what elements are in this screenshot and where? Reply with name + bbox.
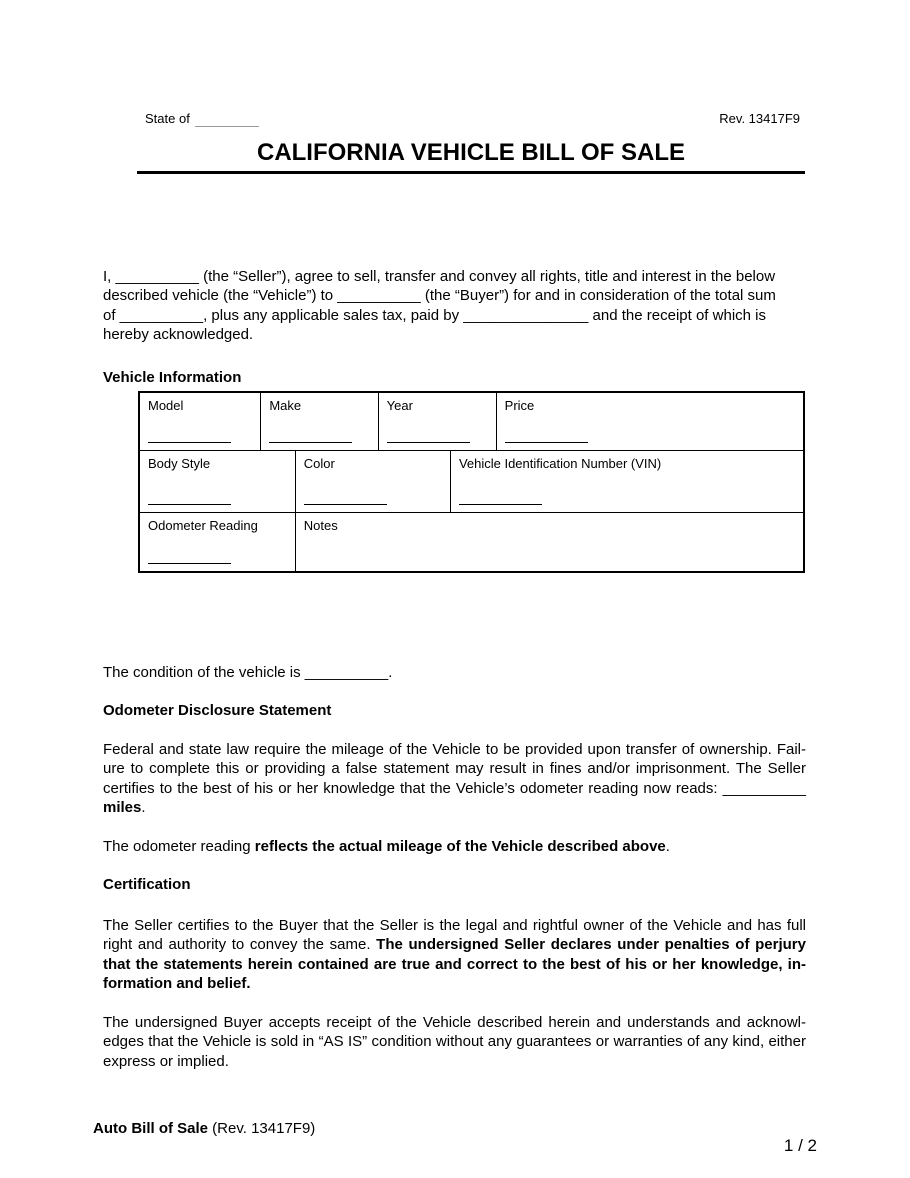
table-row-2 — [140, 451, 803, 513]
title-rule — [137, 171, 805, 174]
text-segment: reflects the actual mileage of the Vehicle described above — [254, 838, 666, 855]
text-line — [103, 974, 806, 993]
cell-blank-line — [304, 504, 387, 505]
intro-paragraph — [103, 267, 806, 344]
text-segment: The condition of the vehicle is __________. — [103, 664, 393, 681]
certification-heading: Certification — [103, 876, 191, 893]
document-header-row — [145, 111, 800, 127]
text-line — [103, 916, 806, 935]
text-line — [103, 779, 806, 798]
table-cell-color — [296, 451, 451, 512]
table-cell-body-style — [140, 451, 296, 512]
text-segment: Federal and state law require the mileage of the Vehicle to be provided upon transfer of ownership. Fail- — [103, 741, 806, 758]
cell-blank-line — [505, 442, 588, 443]
text-segment: The Seller certifies to the Buyer that the Seller is the legal and rightful owner of the Vehicle and has full — [103, 917, 806, 934]
odometer-disclosure-paragraph — [103, 740, 806, 817]
document-title: CALIFORNIA VEHICLE BILL OF SALE — [256, 139, 685, 166]
text-line — [103, 740, 806, 759]
table-row-3 — [140, 513, 803, 571]
text-segment: I, __________ (the “Seller”), agree to sell, transfer and convey all rights, title and interest in the below — [103, 268, 776, 285]
text-segment: The undersigned Seller declares under penalties of perjury — [376, 936, 806, 954]
table-cell-vehicle-identification-number-vin — [451, 451, 803, 512]
cell-blank-line — [269, 442, 352, 443]
text-segment: of __________, plus any applicable sales tax, paid by _______________ and the receipt of which is — [103, 306, 766, 324]
text-line — [103, 1032, 806, 1051]
text-segment: . — [141, 798, 146, 816]
vehicle-information-table — [138, 391, 805, 573]
text-line — [103, 1052, 806, 1071]
state-of-line — [145, 111, 259, 127]
text-segment: The undersigned Buyer accepts receipt of the Vehicle described herein and understands and acknowl- — [103, 1014, 806, 1031]
text-segment: (Rev. 13417F9) — [208, 1120, 316, 1137]
text-segment: express or implied. — [103, 1052, 229, 1070]
certification-seller-paragraph — [103, 916, 806, 993]
cell-label: Vehicle Identification Number (VIN) — [458, 456, 662, 471]
table-row-1 — [140, 393, 803, 451]
cell-blank-line — [148, 442, 231, 443]
cell-label: Body Style — [148, 456, 211, 471]
cell-blank-line — [387, 442, 470, 443]
text-segment: ure to complete this or providing a false statement may result in fines and/or imprisonment. The Seller — [103, 760, 806, 778]
table-cell-odometer-reading — [140, 513, 296, 571]
text-segment: formation and belief. — [103, 974, 251, 992]
cell-label: Color — [303, 456, 335, 471]
cell-blank-line — [148, 504, 231, 505]
footer-doc-label — [93, 1119, 315, 1138]
text-line — [103, 267, 806, 286]
text-segment: The odometer reading — [103, 838, 255, 855]
text-segment: that the statements herein contained are true and correct to the best of his or her knowledge, in- — [103, 955, 806, 973]
condition-statement — [103, 663, 806, 682]
page-indicator: 1 / 2 — [783, 1136, 817, 1155]
cell-label: Make — [269, 398, 302, 413]
text-line — [103, 306, 806, 325]
cell-label: Odometer Reading — [148, 518, 258, 533]
table-cell-year — [379, 393, 497, 450]
odometer-disclosure-heading: Odometer Disclosure Statement — [103, 702, 332, 719]
revision-label: Rev. 13417F9 — [719, 111, 800, 126]
vehicle-information-heading: Vehicle Information — [103, 369, 242, 386]
cell-blank-line — [148, 563, 231, 564]
text-segment: miles — [103, 798, 142, 816]
certification-buyer-paragraph — [103, 1013, 806, 1071]
cell-blank-line — [459, 504, 542, 505]
state-of-label: State of — [145, 111, 190, 126]
text-segment: right and authority to convey the same. — [103, 936, 377, 954]
text-segment: edges that the Vehicle is sold in “AS IS” condition without any guarantees or warranties of any kind, either — [103, 1033, 806, 1051]
text-line — [103, 798, 806, 817]
cell-label: Price — [504, 398, 535, 413]
odometer-reading-statement — [103, 837, 806, 856]
table-cell-notes — [296, 513, 803, 571]
text-line — [103, 286, 806, 305]
table-cell-price — [497, 393, 803, 450]
text-segment: Auto Bill of Sale — [93, 1120, 209, 1137]
text-segment: hereby acknowledged. — [103, 325, 254, 343]
cell-label: Model — [148, 398, 184, 413]
text-line — [103, 1013, 806, 1032]
text-segment: certifies to the best of his or her knowledge that the Vehicle’s odometer reading now reads: __________ — [103, 779, 806, 797]
text-line — [103, 955, 806, 974]
table-cell-model — [140, 393, 261, 450]
table-cell-make — [261, 393, 378, 450]
cell-label: Year — [386, 398, 413, 413]
text-segment: described vehicle (the “Vehicle”) to __________ (the “Buyer”) for and in consideration of the total sum — [103, 287, 776, 305]
text-line — [103, 325, 806, 344]
cell-label: Notes — [303, 518, 338, 533]
text-line — [103, 935, 806, 954]
text-segment: . — [665, 838, 670, 855]
state-of-blank-line — [195, 113, 259, 127]
text-line — [103, 759, 806, 778]
